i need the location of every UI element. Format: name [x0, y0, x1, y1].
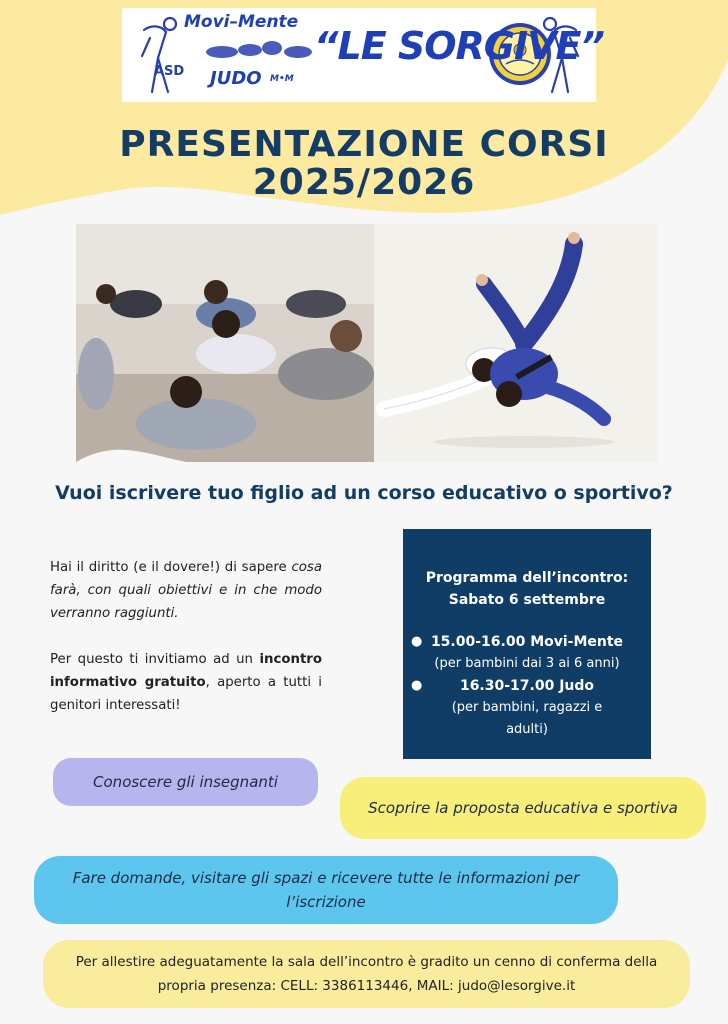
logo-mm: M•M [270, 74, 294, 84]
program-item-detail: (per bambini, ragazzi e adulti) [451, 700, 603, 737]
club-logo-banner [122, 8, 604, 102]
title-line-1: PRESENTAZIONE CORSI [119, 124, 609, 165]
logo-asd: ASD [154, 64, 185, 79]
pill-proposal: Scoprire la proposta educativa e sportiva [340, 777, 706, 839]
children-class-photo [76, 224, 374, 462]
pill-questions: Fare domande, visitare gli spazi e ricevere tutte le informazioni per l’iscrizione [34, 856, 618, 924]
intro-text [50, 556, 322, 740]
logo-movi-mente: Movi–Mente [184, 12, 299, 32]
logo-judo: JUDO [210, 68, 262, 89]
program-item [409, 675, 645, 741]
program-item-detail: (per bambini dai 3 ai 6 anni) [434, 656, 620, 671]
main-question: Vuoi iscrivere tuo figlio ad un corso educativo o sportivo? [55, 482, 673, 504]
title-line-2: 2025/2026 [252, 162, 476, 203]
intro-paragraph-1 [50, 556, 322, 625]
program-date: Sabato 6 settembre [448, 592, 606, 608]
program-item [409, 631, 645, 675]
intro-p2-plain: Per questo ti invitiamo ad un [50, 652, 260, 667]
intro-p1-italic: cosa farà, con quali obiettivi e in che modo verranno raggiunti. [50, 560, 322, 621]
logo-le-sorgive: “LE SORGIVE” [314, 24, 604, 68]
bullet-icon: ● [411, 634, 423, 649]
program-box [403, 529, 651, 759]
pill-confirm-contact: Per allestire adeguatamente la sala dell’incontro è gradito un cenno di conferma della propria presenza: CELL: 3386113446, MAIL: judo@lesorgive.it [43, 940, 690, 1008]
program-list [409, 631, 645, 741]
page-title [0, 126, 728, 202]
program-heading: Programma dell’incontro: [425, 570, 629, 586]
program-item-title: 16.30-17.00 Judo [459, 678, 595, 694]
intro-p2-end: , aperto a tutti i genitori interessati! [50, 675, 322, 713]
pill-teachers: Conoscere gli insegnanti [53, 758, 318, 806]
intro-paragraph-2 [50, 648, 322, 717]
intro-p1-plain: Hai il diritto (e il dovere!) di sapere [50, 560, 292, 575]
judo-throw-illustration [374, 224, 657, 462]
program-item-title: 15.00-16.00 Movi-Mente [430, 634, 624, 650]
bullet-icon: ● [411, 678, 423, 693]
intro-p2-bold: incontro informativo gratuito [50, 652, 322, 690]
